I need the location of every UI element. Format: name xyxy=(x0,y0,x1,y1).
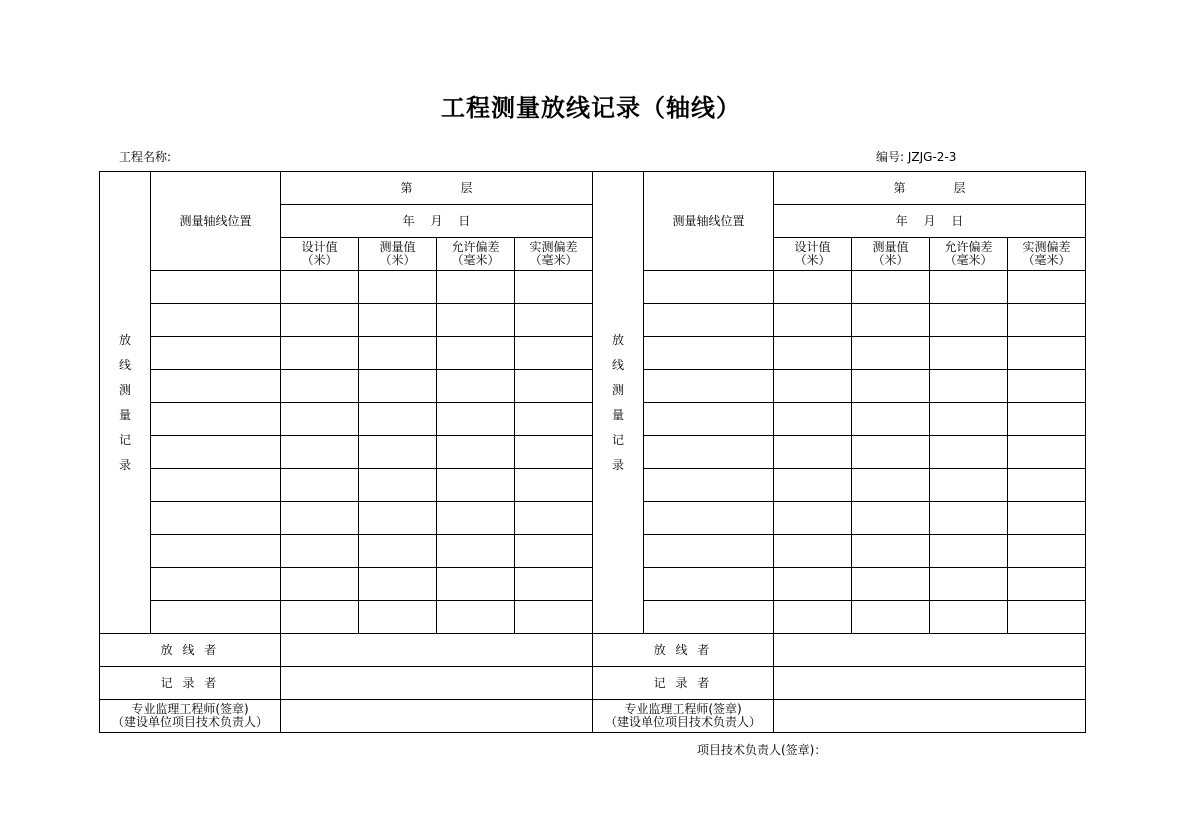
allowed-deviation-header xyxy=(930,238,1008,271)
axis-position-cell[interactable] xyxy=(644,370,774,403)
col-header-line2: （米） xyxy=(794,253,831,267)
value-cell[interactable] xyxy=(774,337,852,370)
value-cell[interactable] xyxy=(930,304,1008,337)
value-cell[interactable] xyxy=(1008,271,1086,304)
supervisor-label xyxy=(100,700,281,733)
project-name-label: 工程名称: xyxy=(119,150,172,164)
value-cell[interactable] xyxy=(281,304,359,337)
col-header-line2: （米） xyxy=(301,253,338,267)
recorder-field[interactable] xyxy=(774,667,1086,700)
axis-position-cell[interactable] xyxy=(151,601,281,634)
layout-person-label: 放 线 者 xyxy=(100,634,281,667)
value-cell[interactable] xyxy=(1008,304,1086,337)
value-cell[interactable] xyxy=(437,370,515,403)
col-header-line2: （毫米） xyxy=(1022,253,1071,267)
value-cell[interactable] xyxy=(1008,337,1086,370)
axis-position-cell[interactable] xyxy=(151,337,281,370)
measurement-record-table xyxy=(99,171,1086,733)
axis-position-cell[interactable] xyxy=(644,403,774,436)
side-char: 记 xyxy=(118,432,131,447)
value-cell[interactable] xyxy=(281,601,359,634)
axis-position-cell[interactable] xyxy=(151,502,281,535)
value-cell[interactable] xyxy=(515,403,593,436)
col-header-line2: （毫米） xyxy=(451,253,500,267)
recorder-field[interactable] xyxy=(281,667,593,700)
value-cell[interactable] xyxy=(930,271,1008,304)
supervisor-label-line1: 专业监理工程师(签章) xyxy=(624,702,742,717)
value-cell[interactable] xyxy=(774,370,852,403)
allowed-deviation-header xyxy=(437,238,515,271)
value-cell[interactable] xyxy=(359,568,437,601)
design-value-header xyxy=(281,238,359,271)
value-cell[interactable] xyxy=(930,535,1008,568)
value-cell[interactable] xyxy=(515,271,593,304)
value-cell[interactable] xyxy=(852,535,930,568)
side-label-right xyxy=(593,172,644,634)
axis-position-cell[interactable] xyxy=(151,304,281,337)
supervisor-label-line2: （建设单位项目技术负责人） xyxy=(111,715,268,729)
design-value-header xyxy=(774,238,852,271)
tech-lead-signature-label: 项目技术负责人(签章)： xyxy=(697,743,827,757)
value-cell[interactable] xyxy=(930,502,1008,535)
value-cell[interactable] xyxy=(281,337,359,370)
value-cell[interactable] xyxy=(359,436,437,469)
value-cell[interactable] xyxy=(359,403,437,436)
value-cell[interactable] xyxy=(1008,370,1086,403)
floor-header-right: 第 层 xyxy=(774,172,1086,205)
value-cell[interactable] xyxy=(1008,568,1086,601)
actual-deviation-header xyxy=(515,238,593,271)
layout-person-label: 放 线 者 xyxy=(593,634,774,667)
value-cell[interactable] xyxy=(437,403,515,436)
value-cell[interactable] xyxy=(281,271,359,304)
side-char: 量 xyxy=(118,407,131,422)
recorder-label: 记 录 者 xyxy=(100,667,281,700)
value-cell[interactable] xyxy=(1008,469,1086,502)
col-header-line1: 测量值 xyxy=(379,240,416,255)
value-cell[interactable] xyxy=(774,568,852,601)
value-cell[interactable] xyxy=(930,403,1008,436)
value-cell[interactable] xyxy=(515,568,593,601)
page-title: 工程测量放线记录（轴线） xyxy=(441,94,741,122)
supervisor-label-line2: （建设单位项目技术负责人） xyxy=(604,715,761,729)
col-header-line2: （米） xyxy=(379,253,416,267)
value-cell[interactable] xyxy=(852,337,930,370)
side-char: 线 xyxy=(611,357,624,372)
axis-position-cell[interactable] xyxy=(151,403,281,436)
layout-person-row xyxy=(100,634,1086,667)
value-cell[interactable] xyxy=(930,601,1008,634)
value-cell[interactable] xyxy=(437,601,515,634)
value-cell[interactable] xyxy=(515,502,593,535)
value-cell[interactable] xyxy=(359,502,437,535)
side-char: 测 xyxy=(611,382,624,397)
value-cell[interactable] xyxy=(852,271,930,304)
value-cell[interactable] xyxy=(437,535,515,568)
value-cell[interactable] xyxy=(852,436,930,469)
recorder-label: 记 录 者 xyxy=(593,667,774,700)
value-cell[interactable] xyxy=(437,568,515,601)
value-cell[interactable] xyxy=(281,535,359,568)
layout-person-field[interactable] xyxy=(774,634,1086,667)
axis-position-cell[interactable] xyxy=(151,535,281,568)
value-cell[interactable] xyxy=(281,370,359,403)
value-cell[interactable] xyxy=(359,304,437,337)
value-cell[interactable] xyxy=(852,601,930,634)
side-char: 线 xyxy=(118,357,131,372)
value-cell[interactable] xyxy=(852,370,930,403)
supervisor-label-line1: 专业监理工程师(签章) xyxy=(131,702,249,717)
value-cell[interactable] xyxy=(359,337,437,370)
value-cell[interactable] xyxy=(281,403,359,436)
value-cell[interactable] xyxy=(359,271,437,304)
axis-position-cell[interactable] xyxy=(151,568,281,601)
value-cell[interactable] xyxy=(515,601,593,634)
col-header-line2: （米） xyxy=(872,253,909,267)
value-cell[interactable] xyxy=(774,403,852,436)
date-header-right: 年 月 日 xyxy=(774,205,1086,238)
value-cell[interactable] xyxy=(281,436,359,469)
col-header-line1: 允许偏差 xyxy=(451,240,500,255)
value-cell[interactable] xyxy=(1008,601,1086,634)
layout-person-field[interactable] xyxy=(281,634,593,667)
value-cell[interactable] xyxy=(515,436,593,469)
value-cell[interactable] xyxy=(437,271,515,304)
value-cell[interactable] xyxy=(774,535,852,568)
date-header-left: 年 月 日 xyxy=(281,205,593,238)
axis-position-cell[interactable] xyxy=(644,337,774,370)
value-cell[interactable] xyxy=(774,601,852,634)
measured-value-header xyxy=(359,238,437,271)
value-cell[interactable] xyxy=(437,337,515,370)
measured-value-header xyxy=(852,238,930,271)
side-char: 记 xyxy=(611,432,624,447)
value-cell[interactable] xyxy=(852,469,930,502)
value-cell[interactable] xyxy=(515,535,593,568)
axis-position-cell[interactable] xyxy=(644,271,774,304)
value-cell[interactable] xyxy=(437,436,515,469)
side-char: 放 xyxy=(118,332,131,347)
col-header-line1: 允许偏差 xyxy=(944,240,993,255)
value-cell[interactable] xyxy=(852,502,930,535)
side-char: 量 xyxy=(611,407,624,422)
axis-position-cell[interactable] xyxy=(151,370,281,403)
axis-position-cell[interactable] xyxy=(644,436,774,469)
axis-position-cell[interactable] xyxy=(151,469,281,502)
value-cell[interactable] xyxy=(852,403,930,436)
supervisor-field[interactable] xyxy=(281,700,593,733)
axis-position-cell[interactable] xyxy=(644,601,774,634)
col-header-line1: 测量值 xyxy=(872,240,909,255)
col-header-line1: 设计值 xyxy=(794,240,831,255)
axis-position-cell[interactable] xyxy=(644,469,774,502)
value-cell[interactable] xyxy=(1008,436,1086,469)
value-cell[interactable] xyxy=(852,568,930,601)
value-cell[interactable] xyxy=(774,502,852,535)
value-cell[interactable] xyxy=(515,370,593,403)
value-cell[interactable] xyxy=(359,469,437,502)
value-cell[interactable] xyxy=(437,304,515,337)
value-cell[interactable] xyxy=(359,601,437,634)
value-cell[interactable] xyxy=(515,469,593,502)
floor-header-left: 第 层 xyxy=(281,172,593,205)
axis-position-cell[interactable] xyxy=(644,304,774,337)
supervisor-field[interactable] xyxy=(774,700,1086,733)
header-row-floor xyxy=(100,172,1086,205)
value-cell[interactable] xyxy=(852,304,930,337)
col-header-line2: （毫米） xyxy=(944,253,993,267)
value-cell[interactable] xyxy=(930,568,1008,601)
value-cell[interactable] xyxy=(515,304,593,337)
value-cell[interactable] xyxy=(281,502,359,535)
value-cell[interactable] xyxy=(1008,403,1086,436)
col-header-line2: （毫米） xyxy=(529,253,578,267)
value-cell[interactable] xyxy=(930,469,1008,502)
value-cell[interactable] xyxy=(930,436,1008,469)
value-cell[interactable] xyxy=(437,502,515,535)
axis-position-cell[interactable] xyxy=(644,535,774,568)
value-cell[interactable] xyxy=(281,469,359,502)
axis-position-header-right: 测量轴线位置 xyxy=(644,172,774,271)
value-cell[interactable] xyxy=(774,271,852,304)
actual-deviation-header xyxy=(1008,238,1086,271)
col-header-line1: 设计值 xyxy=(301,240,338,255)
axis-position-cell[interactable] xyxy=(644,502,774,535)
supervisor-label xyxy=(593,700,774,733)
axis-position-header-left: 测量轴线位置 xyxy=(151,172,281,271)
value-cell[interactable] xyxy=(281,568,359,601)
value-cell[interactable] xyxy=(774,469,852,502)
side-char: 录 xyxy=(118,457,131,472)
value-cell[interactable] xyxy=(774,304,852,337)
value-cell[interactable] xyxy=(774,436,852,469)
value-cell[interactable] xyxy=(930,337,1008,370)
axis-position-cell[interactable] xyxy=(151,271,281,304)
side-char: 放 xyxy=(611,332,624,347)
axis-position-cell[interactable] xyxy=(151,436,281,469)
value-cell[interactable] xyxy=(437,469,515,502)
value-cell[interactable] xyxy=(930,370,1008,403)
side-char: 测 xyxy=(118,382,131,397)
axis-position-cell[interactable] xyxy=(644,568,774,601)
supervisor-row xyxy=(100,700,1086,733)
side-char: 录 xyxy=(611,457,624,472)
value-cell[interactable] xyxy=(359,535,437,568)
value-cell[interactable] xyxy=(515,337,593,370)
value-cell[interactable] xyxy=(359,370,437,403)
side-label-left xyxy=(100,172,151,634)
recorder-row xyxy=(100,667,1086,700)
document-code: 编号: JZJG-2-3 xyxy=(876,150,957,164)
col-header-line1: 实测偏差 xyxy=(529,240,578,255)
col-header-line1: 实测偏差 xyxy=(1022,240,1071,255)
value-cell[interactable] xyxy=(1008,502,1086,535)
value-cell[interactable] xyxy=(1008,535,1086,568)
